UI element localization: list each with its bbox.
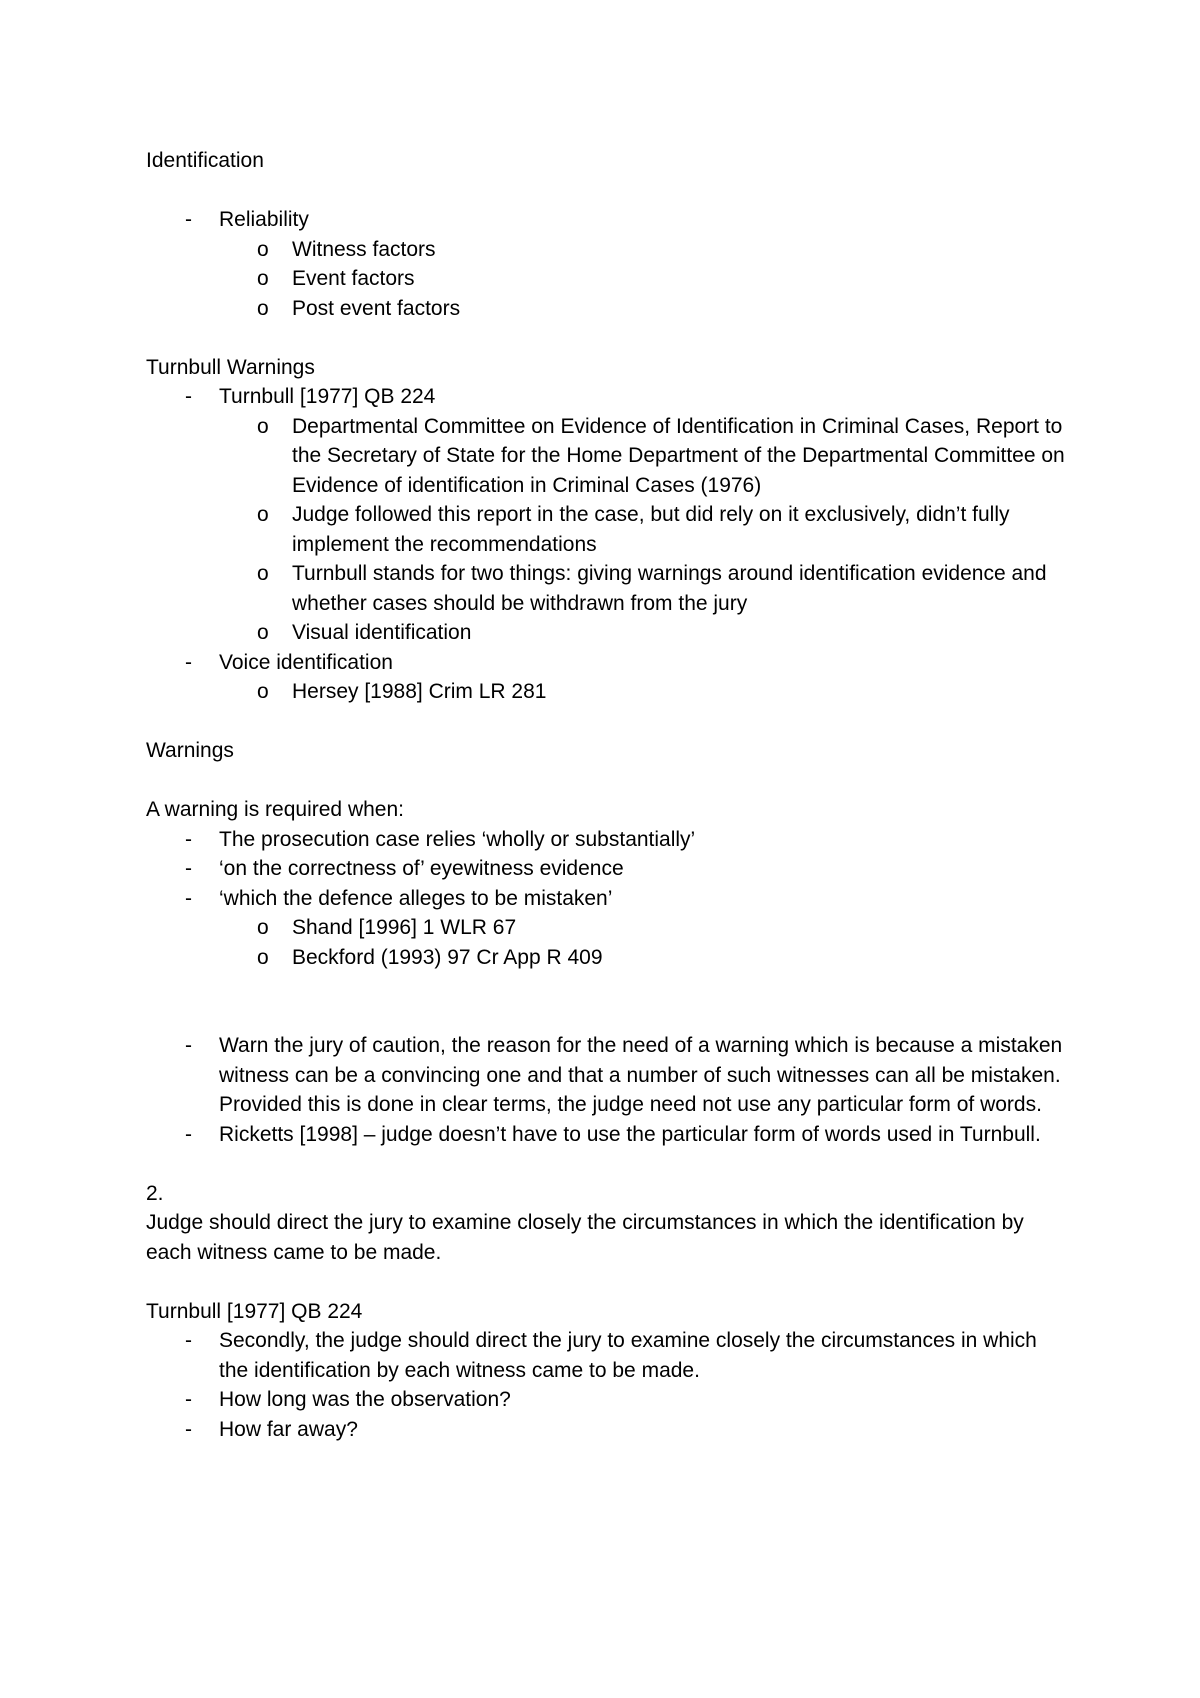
list-warnings-2 [146,1031,1066,1149]
list-item: - Ricketts [1998] – judge doesn’t have to use the particular form of words used in Turnbull. [146,1120,1066,1150]
list-item: - ‘which the defence alleges to be mistaken’ o Shand [1996] 1 WLR 67 o Beckford (1993) 97 Cr App R 409 [146,884,1066,973]
list-identification [146,205,1066,323]
sublist-turnbull [219,412,1066,648]
point-number: 2. [146,1181,164,1205]
heading-identification: Identification [146,149,264,172]
list-item: o Judge followed this report in the case, but did rely on it exclusively, didn’t fully implement the recommendations [219,500,1066,559]
warnings-intro: A warning is required when: [146,798,404,821]
list-item: o Post event factors [219,294,1066,324]
list-item: o Shand [1996] 1 WLR 67 [219,913,1066,943]
heading-turnbull-2: Turnbull [1977] QB 224 [146,1299,363,1323]
sublist-voice [219,677,1066,707]
list-item: - How long was the observation? [146,1385,1066,1415]
list-item: - Reliability o Witness factors o Event factors o Post event factors [146,205,1066,323]
list-item: - Secondly, the judge should direct the jury to examine closely the circumstances in which the identification by each witness came to be made. [146,1326,1066,1385]
list-item: - ‘on the correctness of’ eyewitness evidence [146,854,1066,884]
list-turnbull-warnings [146,382,1066,707]
list-item: o Visual identification [219,618,1066,648]
list-item: o Event factors [219,264,1066,294]
list-item: - Voice identification o Hersey [1988] Crim LR 281 [146,648,1066,707]
list-item: o Turnbull stands for two things: giving warnings around identification evidence and whether cases should be withdrawn from the jury [219,559,1066,618]
list-item: - Turnbull [1977] QB 224 o Departmental Committee on Evidence of Identification in Criminal Cases, Report to the Secretary of State for the Home Department of the Departmental Committee on Evidence of identification in Criminal Cases (1976) o Judge followed this report in the case, but did rely on it exclusively, didn’t fully implement the recommendations o Turnbull stands for two things: giving warnings around identification evidence and whether cases should be withdrawn from the jury o Visual identification [146,382,1066,648]
document-body [146,146,1066,1444]
list-item: - Warn the jury of caution, the reason for the need of a warning which is because a mistaken witness can be a convincing one and that a number of such witnesses can all be mistaken. Provided this is done in clear terms, the judge need not use any particular form of words. [146,1031,1066,1120]
list-item: o Beckford (1993) 97 Cr App R 409 [219,943,1066,973]
sublist-cases [219,913,1066,972]
list-item: - The prosecution case relies ‘wholly or substantially’ [146,825,1066,855]
list-warnings [146,825,1066,973]
list-item: o Witness factors [219,235,1066,265]
sublist-reliability [219,235,1066,324]
list-item: o Departmental Committee on Evidence of Identification in Criminal Cases, Report to the Secretary of State for the Home Department of the Departmental Committee on Evidence of identification in Criminal Cases (1976) [219,412,1066,501]
list-item: - How far away? [146,1415,1066,1445]
list-item: o Hersey [1988] Crim LR 281 [219,677,1066,707]
heading-turnbull-warnings: Turnbull Warnings [146,355,315,379]
list-turnbull-2 [146,1326,1066,1444]
point-text: Judge should direct the jury to examine closely the circumstances in which the identification by each witness came to be made. [146,1211,1024,1264]
heading-warnings: Warnings [146,739,234,762]
